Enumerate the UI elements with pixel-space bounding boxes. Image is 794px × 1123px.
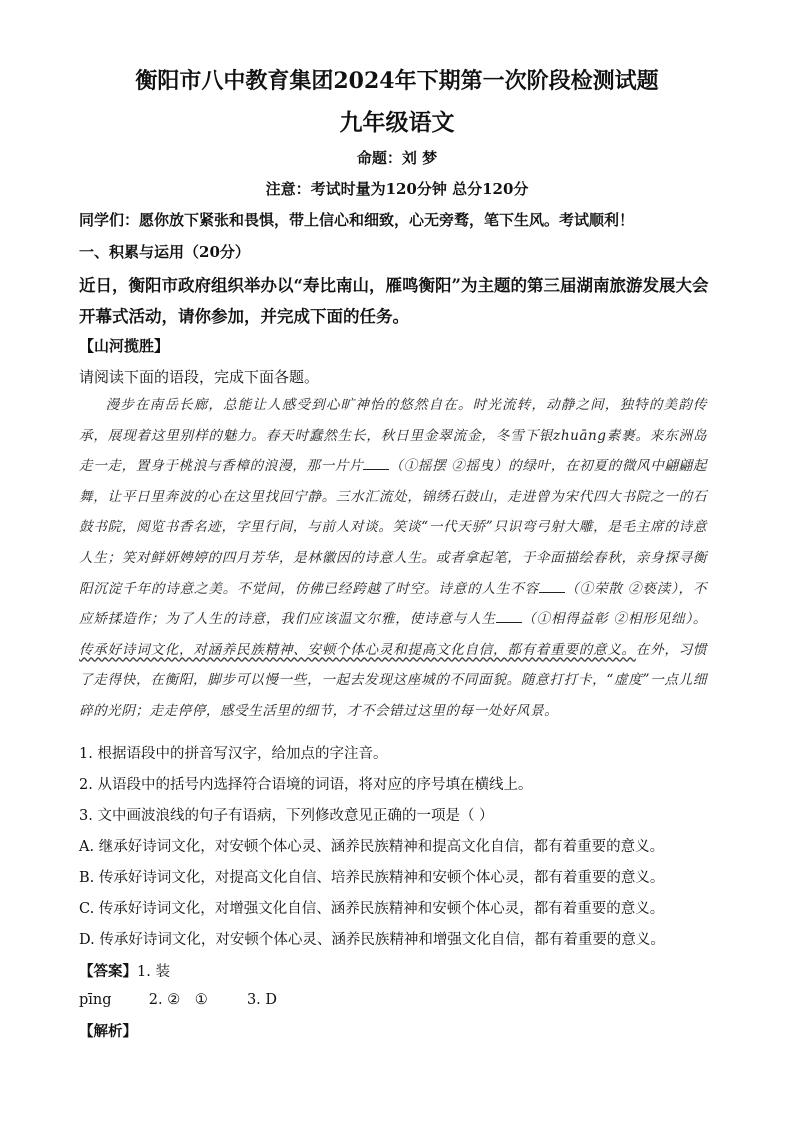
passage-part-2: （①摇摆 ②摇曳）的绿叶，在初夏的微风中翩翩起舞，让平日里奔波的心在这里找回宁静。三水汇流处，锦绣石鼓山，走进曾为宋代四大书院之一的石鼓书院，阅览书香名迹，字里行间，与前人对谈。笑谈“一代天骄”只识弯弓射大雕，是毛主席的诗意人生；笑对鲜妍娉婷的四月芳华，是林徽因的诗意人生。或者拿起笔，于伞面描绘春秋，亲身探寻衡阳沉淀千年的诗意之美。不觉间，仿佛已经跨越了时空。诗意的人生不容 xyxy=(79,458,707,597)
answer-2: 2. ② ① xyxy=(148,992,208,1008)
exam-notice: 注意：考试时量为120分钟 总分120分 xyxy=(265,180,529,198)
option-c: C. 传承好诗词文化，对增强文化自信、涵养民族精神和安顿个体心灵，都有着重要的意义。 xyxy=(79,901,665,917)
passage-part-1: 漫步在南岳长廊，总能让人感受到心旷神怡的悠然自在。时光流转，动静之间，独特的美韵传承，展现着这里别样的魅力。春天时蠢然生长，秋日里金翠流金，冬雪下银zhuāng素裹。来东洲岛走一走，置身于桃浪与香樟的浪漫，那一片片 xyxy=(79,397,707,475)
passage-part-6: 在外，习惯了走得快，在衡阳，脚步可以慢一些，一起去发现这座城的不同面貌。随意打打卡，“虚度”一点儿细碎的光阴；走走停停，感受生活里的细节，才不会错过这里的每一处好风景。 xyxy=(79,641,707,719)
question-2: 2. 从语段中的括号内选择符合语境的词语，将对应的序号填在横线上。 xyxy=(79,777,533,793)
answer-pinyin: pīng xyxy=(79,992,112,1008)
option-a: A. 继承好诗词文化，对安顿个体心灵、涵养民族精神和提高文化自信，都有着重要的意义。 xyxy=(79,839,665,855)
question-3: 3. 文中画波浪线的句子有语病，下列修改意见正确的一项是（ ） xyxy=(79,808,494,824)
block-title: 【山河揽胜】 xyxy=(79,337,170,355)
question-1: 1. 根据语段中的拼音写汉字，给加点的字注音。 xyxy=(79,746,388,762)
exam-author: 命题：刘 梦 xyxy=(356,149,438,167)
wavy-sentence: 传承好诗词文化，对涵养民族精神、安顿个体心灵和提高文化自信，都有着重要的意义。 xyxy=(79,641,636,658)
passage-part-3: （①荣散 ②亵渎），不应矫揉造作；为了人生的诗意，我们应该温文尔雅，使诗意与人生 xyxy=(79,580,707,628)
greeting: 同学们：愿你放下紧张和畏惧，带上信心和细致，心无旁骛，笔下生风。考试顺利！ xyxy=(79,211,635,229)
answer-block xyxy=(79,960,170,981)
exam-subject: 九年级语文 xyxy=(339,109,455,136)
answer-label: 【答案】 xyxy=(79,963,137,980)
option-d: D. 传承好诗词文化，对安顿个体心灵、涵养民族精神和增强文化自信，都有着重要的意义。 xyxy=(79,932,665,948)
option-b: B. 传承好诗词文化，对提高文化自信、培养民族精神和安顿个体心灵，都有着重要的意义。 xyxy=(79,870,665,886)
answer-1: 1. 装 xyxy=(137,964,170,980)
analysis-label: 【解析】 xyxy=(79,1023,137,1040)
answer-3: 3. D xyxy=(246,992,278,1008)
fill-blank-3[interactable] xyxy=(496,610,522,623)
fill-blank-1[interactable] xyxy=(363,457,389,470)
passage-part-4: （①相得益彰 ②相形见绌）。 xyxy=(521,611,707,628)
instruction: 请阅读下面的语段，完成下面各题。 xyxy=(79,368,320,386)
answer-row xyxy=(79,988,277,1009)
exam-title: 衡阳市八中教育集团2024年下期第一次阶段检测试题 xyxy=(135,68,659,94)
context-line-2: 开幕式活动，请你参加，并完成下面的任务。 xyxy=(79,307,409,326)
context-line-1: 近日，衡阳市政府组织举办以“寿比南山，雁鸣衡阳”为主题的第三届湖南旅游发展大会 xyxy=(79,276,709,295)
section-heading: 一、积累与运用（20分） xyxy=(79,243,250,261)
reading-passage xyxy=(79,390,707,727)
fill-blank-2[interactable] xyxy=(539,580,565,593)
